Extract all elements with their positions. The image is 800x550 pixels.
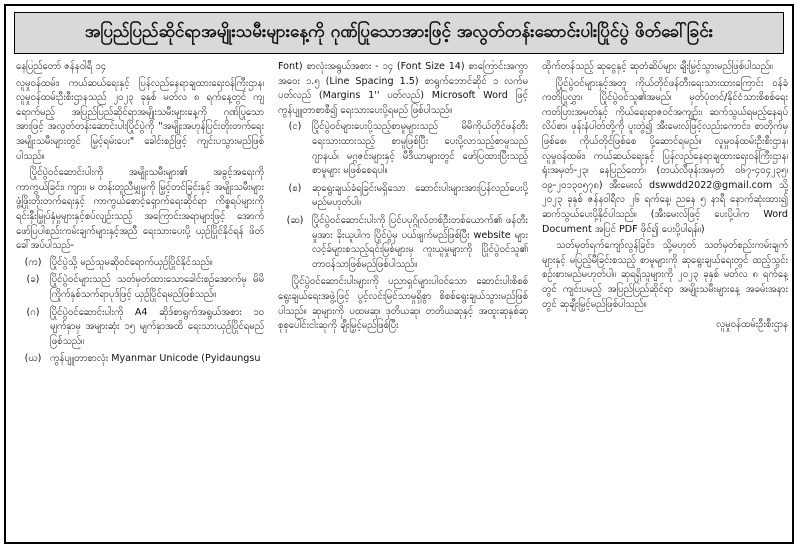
- notice-frame: [4, 4, 794, 544]
- signature-department: လူမှုဝန်ထမ်းဦးစီးဌာန: [716, 319, 788, 331]
- rule-item: [278, 120, 528, 178]
- paragraph-prizes-continued: ထိုက်တန်သည့် ဆုငွေနှင့် ဆုတံဆိပ်များ ချီးမြှင့်သွားမည်ဖြစ်ပါသည်။: [542, 61, 773, 72]
- paragraph-invitation: ပြိုင်ပွဲဝင်ဆောင်းပါးကို အမျိုးသမီးများ၏ အခွင့်အရေးကိုကာကွယ်ခြင်း၊ ကျား၊ မ တန်းတူညီမျှမှုကို မြှင့်တင်ခြင်းနှင့် အမျိုးသမီးများ ဖွံ့ဖြိုးတိုးတက်ရေးနှင့် ကာကွယ်စောင့်ရှောက်ရေးဆိုင်ရာ ကိစ္စရပ်များကို ရင်းနှီးမြှုပ်နှံမှုများနှင့်စပ်လျဉ်းသည့် အကြောင်းအရာများဖြင့် အောက်ဖော်ပြပါစည်းကမ်းချက်များနှင့်အညီ ရေးသားပေးပို့ ယှဉ်ပြိုင်နိုင်ရန် ဖိတ်ခေါ်အပ်ပါသည်-: [16, 167, 264, 252]
- title-box: [14, 12, 784, 54]
- rule-text: ပြိုင်ပွဲဝင်များပေးပို့သည့်စာမူများသည် မိမိကိုယ်တိုင်ဖန်တီးရေးသားထားသည့် စာမူဖြစ်ပြီး ပေးပို့လာသည့်စာမူသည် ဂျာနယ်၊ မဂ္ဂဇင်းများနှင့် မီဒီယာများတွင် ဖော်ပြထားပြီးသည့်စာမူများ မဖြစ်စေရပါ။: [312, 121, 528, 177]
- rule-text: ပြိုင်ပွဲဝင်ဆောင်းပါးကို A4 ဆိုဒ်စာရွက်အရွယ်အစား ၁၀ မျက်နှာမှ အများဆုံး ၁၅ မျက်နှာအထိ ရေးသားယှဉ်ပြိုင်ရမည်ဖြစ်သည်။: [50, 306, 264, 347]
- rule-number: (ဃ): [24, 353, 42, 365]
- rule-number: (စ): [288, 182, 302, 194]
- rule-item: [16, 306, 264, 350]
- paragraph-submission: ပြိုင်ပွဲဝင်များနှင့်အတူ ကိုယ်တိုင်ဖန်တီးရေးသားထားကြောင်း ဝန်ခံကတိပြုလွှာ၊ ပြိုင်ပွဲဝင်သူ၏အမည်၊ မှတ်ပုံတင်/နိုင်ငံသားစိစစ်ရေးကတ်ပြားအမှတ်နှင့် ကိုယ်ရေးရာဇဝင်အကျဉ်း၊ ဆက်သွယ်ရမည့်နေရပ်လိပ်စာ၊ ဖုန်းနံပါတ်တို့ကို ပူးတွဲ၍ အီးမေးလ်ဖြင့်လည်းကောင်း၊ စာတိုက်မှဖြစ်စေ၊ ကိုယ်တိုင်ဖြစ်စေ ပို့ဆောင်ရမည်။ လူမှုဝန်ထမ်းဦးစီးဌာန၊ လူမှုဝန်ထမ်း၊ ကယ်ဆယ်ရေးနှင့် ပြန်လည်နေရာချထားရေးဝန်ကြီးဌာန၊ ရုံးအမှတ်-၂၃၊ နေပြည်တော်၊ (တယ်လီဖုန်းအမှတ် ၀၆၇-၄၀၄၂၃၅၊ ၀၉-၂၀၁၃၀၅၇၈) အီးမေးလ် dswwdd2022@gmail.com သို့ ၂၀၂၃ ခုနှစ် ဇန်နဝါရီလ ၂၆ ရက်နေ့၊ ညနေ ၅ နာရီ နောက်ဆုံးထား၍ ဆက်သွယ်ပေးပို့နိုင်ပါသည်။ (အီးမေးလ်ဖြင့် ပေးပို့ပါက Word Document အပြင် PDF ဖိုင်၍ ပေးပို့ပါရန်။): [542, 77, 788, 235]
- rule-item: [16, 256, 264, 271]
- paragraph-intro: လူမှုဝန်ထမ်း၊ ကယ်ဆယ်ရေးနှင့် ပြန်လည်နေရာချထားရေးဝန်ကြီးဌာန၊ လူမှုဝန်ထမ်းဦးစီးဌာနသည် ၂၀၂၃ ခုနှစ် မတ်လ ၈ ရက်နေ့တွင် ကျရောက်မည့် အပြည်ပြည်ဆိုင်ရာအမျိုးသမီးများနေ့ကို ဂုဏ်ပြုသောအားဖြင့် အလွတ်တန်းဆောင်းပါးပြိုင်ပွဲကို "အမျိုးအဟုန်ပြင်းတိုးတက်ရေး အမျိုးသမီးများတွင် မြှင့်ရမ်းပေး" ခေါင်းစဉ်ဖြင့် ကျင်းပသွားမည်ဖြစ်ပါသည်။: [16, 77, 264, 162]
- rule-number: (ဆ): [286, 214, 304, 226]
- notice-title: အပြည်ပြည်ဆိုင်ရာအမျိုးသမီးများနေ့ကို ဂုဏ်ပြုသောအားဖြင့် အလွတ်တန်းဆောင်းပါးပြိုင်ပွဲ ဖိတ်ခေါ်ခြင်း: [84, 21, 714, 42]
- rule-item: [16, 273, 264, 302]
- column-2: [278, 60, 528, 540]
- rule-text: ပြိုင်ပွဲဝင်ဆောင်းပါးကို ပြင်ပပုဂ္ဂိုလ်တစ်ဦးတစ်ယောက်၏ ဖန်တီးမှုအား ခိုးယူပါက ပြိုင်ပွဲမှ ပယ်ဖျက်မည်ဖြစ်ပြီး website များ လင့်ခ်များစသည့်ရင်းမြစ်များမှ ကူးယူမှုများကို ပြိုင်ပွဲဝင်သူ၏ တာဝန်သာဖြစ်မည်ဖြစ်ပါသည်။: [312, 214, 528, 270]
- rule-item: [16, 352, 264, 367]
- rule-text: ဆုရွေးချယ်ခံရခြင်းမရှိသော ဆောင်းပါးများအားပြန်လည်ပေးပို့မည်မဟုတ်ပါ။: [312, 182, 528, 209]
- column-1: [16, 60, 264, 540]
- rule-text: ပြိုင်ပွဲဝင်များသည် သတ်မှတ်ထားသောခေါင်းစဉ်အောက်မှ မိမိကြိုက်နှစ်သက်ရာပုဒ်ဖြင့် ယှဉ်ပြိုင်ရမည်ဖြစ်သည်။: [50, 274, 264, 300]
- paragraph-format-continued: Font) စာလုံးအရွယ်အစား - ၁၄ (Font Size 14) စာကြောင်းအကွာအဝေး ၁.၅ (Line Spacing 1.5) စာရွက်ဘောင်ဆိုင် ၁ လက်မပတ်လည် (Margins 1'' ပတ်လည်) Microsoft Word ဖြင့် ကွန်ပျူတာစာစီ၍ ရေးသားပေးပို့ရမည် ဖြစ်ပါသည်။: [278, 61, 528, 116]
- column-3: [542, 60, 788, 540]
- rule-number: (ဂ): [26, 306, 40, 318]
- dateline: နေပြည်တော် ဇန်နဝါရီ ၁၄: [16, 61, 107, 72]
- rule-item: [278, 214, 528, 272]
- rule-number: (က): [24, 256, 42, 268]
- rule-text: ကွန်ပျူတာစာလုံး Myanmar Unicode (Pyidaungsu: [50, 353, 261, 365]
- rule-number: (ခ): [26, 274, 40, 286]
- rule-text: ပြိုင်ပွဲသို့ မည်သူမဆိုဝင်ရောက်ယှဉ်ပြိုင်နိုင်သည်။: [50, 256, 213, 268]
- paragraph-deadline-rules: သတ်မှတ်ရက်ကျော်လွန်ခြင်း၊ သို့မဟုတ် သတ်မှတ်စည်းကမ်းချက်များနှင့် မပြည့်မီခြင်းစသည့် စာမူများကို ဆုရွေးချယ်ရေးတွင် ထည့်သွင်းစဉ်းစားမည်မဟုတ်ပါ။ ဆုရရှိသူများကို ၂၀၂၃ ခုနှစ် မတ်လ ၈ ရက်နေ့တွင် ကျင်းပမည့် အပြည်ပြည်ဆိုင်ရာ အမျိုးသမီးများနေ့ အခမ်းအနားတွင် ဆုချီးမြှင့်မည်ဖြစ်ပါသည်။: [542, 240, 788, 310]
- paragraph-prizes: ပြိုင်ပွဲဝင်ဆောင်းပါးများကို ပညာရှင်များပါဝင်သော ဆောင်းပါးစိစစ်ရွေးချယ်ရေးအဖွဲ့ဖြင့် ပွင့်လင်းမြင်သာမှုရှိစွာ စိစစ်ရွေးချယ်သွားမည်ဖြစ်ပါသည်။ ဆုများကို ပထမဆု၊ ဒုတိယဆု၊ တတိယဆုနှင့် အထူးဆုနှစ်ဆု စုစုပေါင်းငါးဆုကို ချီးမြှင့်မည်ဖြစ်ပြီး: [278, 276, 528, 332]
- rule-item: [278, 182, 528, 211]
- rule-number: (င): [288, 121, 302, 133]
